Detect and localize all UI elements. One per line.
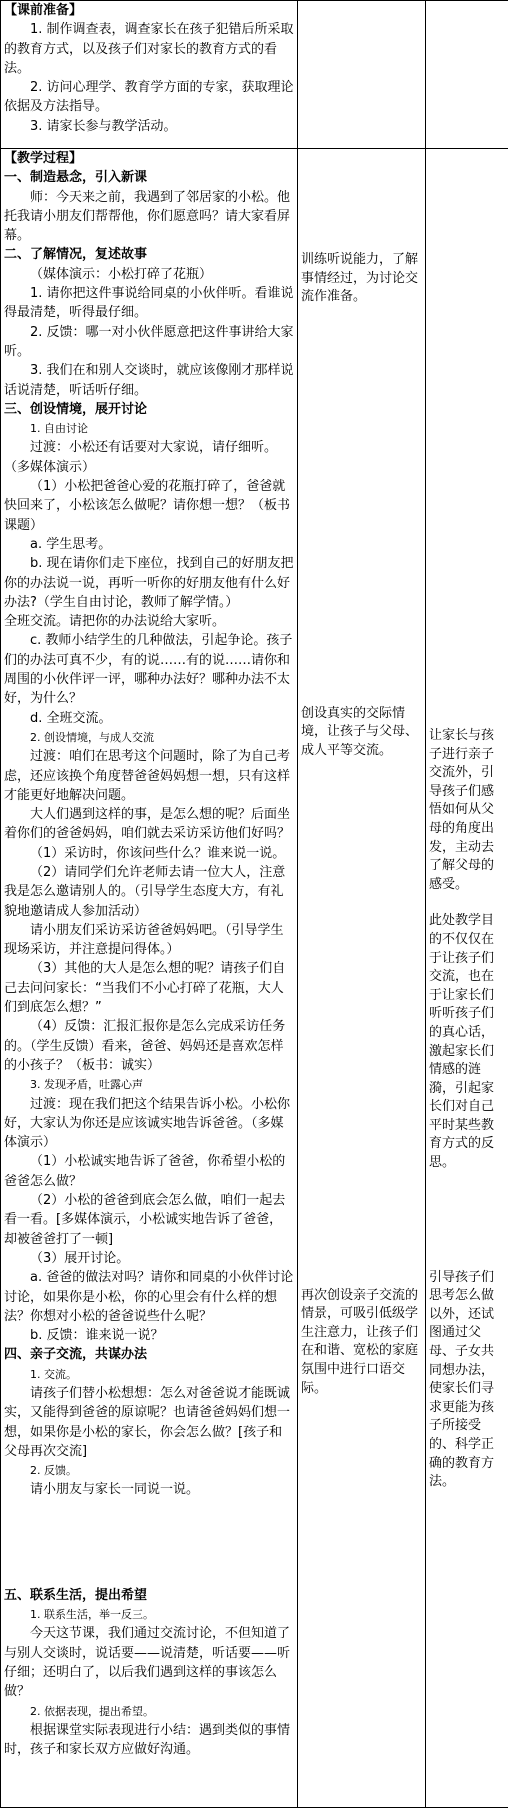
design-note: 再次创设亲子交流的情景，可吸引低级学生注意力，让孩子们在和谐、宽松的家庭氛围中进行口语交际。	[298, 1287, 425, 1399]
section-line: 1. 自由讨论	[4, 419, 294, 438]
section-line: a. 学生思考。	[4, 535, 294, 554]
design-note: 训练听说能力，了解事情经过，为讨论交流作准备。	[298, 251, 425, 307]
prep-remark-cell	[426, 1, 508, 149]
section-line: 过渡：小松还有话要对大家说，请仔细听。（多媒体演示）	[4, 438, 294, 477]
section-title: 一、制造悬念，引入新课	[4, 168, 294, 187]
section-line: 3. 发现矛盾，吐露心声	[4, 1075, 294, 1094]
section-line: 今天这节课，我们通过交流讨论，不但知道了与别人交谈时，说话要——说清楚，听话要——听仔细；还明白了，以后我们遇到这样的事该怎么做？	[4, 1624, 294, 1701]
section-line: 请小朋友与家长一同说一说。	[4, 1480, 294, 1499]
remark-cell	[426, 149, 508, 1808]
prep-row	[1, 1, 508, 149]
section-line: 2. 创设情境，与成人交流	[4, 728, 294, 747]
prep-line: 3. 请家长参与教学活动。	[4, 117, 294, 136]
section-line: （4）反馈：汇报汇报你是怎么完成采访任务的。（学生反馈）看来，爸爸、妈妈还是喜欢怎样的小孩子？（板书：诚实）	[4, 1017, 294, 1075]
remark-note: 引导孩子们思考怎么做以外，还试图通过父母、子女共同想办法，使家长们寻求更能为孩子所接受的、科学正确的教育方法。	[426, 1269, 508, 1492]
design-note: 创设真实的交际情境，让孩子与父母、成人平等交流。	[298, 705, 425, 761]
prep-line: 2. 访问心理学、教育学方面的专家，获取理论依据及方法指导。	[4, 78, 294, 117]
section-line: 根据课堂实际表现进行小结：遇到类似的事情时，孩子和家长双方应做好沟通。	[4, 1721, 294, 1760]
section-line: （媒体演示：小松打碎了花瓶）	[4, 265, 294, 284]
section-line: （2）小松的爸爸到底会怎么做，咱们一起去看一看。[多媒体演示，小松诚实地告诉了爸爸，却被爸爸打了一顿]	[4, 1191, 294, 1249]
section-line: 请孩子们替小松想想：怎么对爸爸说才能既诚实，又能得到爸爸的原谅呢？也请爸爸妈妈们想一想，如果你是小松的家长，你会怎么做？[孩子和父母再次交流]	[4, 1384, 294, 1461]
section-line: c. 教师小结学生的几种做法，引起争论。孩子们的办法可真不少，有的说……有的说……请你和周围的小伙伴评一评，哪种办法好？哪种办法不太好，为什么？	[4, 631, 294, 708]
section-line: 1. 交流。	[4, 1365, 294, 1384]
section-line: 2. 依据表现，提出希望。	[4, 1702, 294, 1721]
section-line: （3）其他的大人是怎么想的呢？请孩子们自己去问问家长：“当我们不小心打碎了花瓶，大人们到底怎么想？”	[4, 959, 294, 1017]
section-title: 五、联系生活，提出希望	[4, 1586, 294, 1605]
section-line: d. 全班交流。	[4, 709, 294, 728]
section-line: （3）展开讨论。	[4, 1249, 294, 1268]
prep-title: 【课前准备】	[4, 1, 294, 20]
section-line: （2）请同学们允许老师去请一位大人，注意我是怎么邀请别人的。（引导学生态度大方，有礼貌地邀请成人参加活动）	[4, 863, 294, 921]
section-title: 三、创设情境，展开讨论	[4, 400, 294, 419]
section-line: 大人们遇到这样的事，是怎么想的呢？后面坐着你们的爸爸妈妈，咱们就去采访采访他们好吗？	[4, 805, 294, 844]
section-line: 1. 联系生活，举一反三。	[4, 1605, 294, 1624]
prep-cell	[1, 1, 298, 149]
section-line: b. 反馈：谁来说一说？	[4, 1326, 294, 1345]
section-line: 过渡：现在我们把这个结果告诉小松。小松你好，大家认为你还是应该诚实地告诉爸爸。（多媒体演示）	[4, 1095, 294, 1153]
process-row	[1, 149, 508, 1808]
section-line: 2. 反馈。	[4, 1461, 294, 1480]
section-title: 二、了解情况，复述故事	[4, 245, 294, 264]
section-line: （1）小松把爸爸心爱的花瓶打碎了，爸爸就快回来了，小松该怎么做呢？请你想一想？（板书课题）	[4, 477, 294, 535]
section-line: 2. 反馈：哪一对小伙伴愿意把这件事讲给大家听。	[4, 323, 294, 362]
section-line: 1. 请你把这件事说给同桌的小伙伴听。看谁说得最清楚，听得最仔细。	[4, 284, 294, 323]
section-line: （1）小松诚实地告诉了爸爸，你希望小松的爸爸怎么做？	[4, 1152, 294, 1191]
section-line: 全班交流。请把你的办法说给大家听。	[4, 612, 294, 631]
remark-note: 让家长与孩子进行亲子交流外，引导孩子们感悟如何从父母的角度出发，主动去了解父母的感受。	[426, 727, 508, 894]
remark-note: 此处教学目的不仅仅在于让孩子们交流，也在于让家长们听听孩子们的真心话，激起家长们情感的涟漪，引起家长们对自己平时某些教育方式的反思。	[426, 912, 508, 1172]
section-title: 四、亲子交流，共谋办法	[4, 1345, 294, 1364]
section-line: 3. 我们在和别人交谈时，就应该像刚才那样说话说清楚，听话听仔细。	[4, 361, 294, 400]
section-line: 过渡：咱们在思考这个问题时，除了为自己考虑，还应该换个角度替爸爸妈妈想一想，只有这样才能更好地解决问题。	[4, 747, 294, 805]
prep-line: 1. 制作调查表，调查家长在孩子犯错后所采取的教育方式，以及孩子们对家长的教育方式的看法。	[4, 20, 294, 78]
section-line: b. 现在请你们走下座位，找到自己的好朋友把你的办法说一说，再听一听你的好朋友他有什么好办法?（学生自由讨论，教师了解学情。）	[4, 554, 294, 612]
process-title: 【教学过程】	[4, 149, 294, 168]
section-line: a. 爸爸的做法对吗？请你和同桌的小伙伴讨论讨论，如果你是小松，你的心里会有什么样的想法？你想对小松的爸爸说些什么呢？	[4, 1268, 294, 1326]
design-intent-cell	[298, 149, 426, 1808]
section-line: 师：今天来之前，我遇到了邻居家的小松。他托我请小朋友们帮帮他，你们愿意吗？请大家看屏幕。	[4, 188, 294, 246]
section-line: （1）采访时，你该问些什么？谁来说一说。	[4, 844, 294, 863]
prep-note-cell	[298, 1, 426, 149]
process-cell	[1, 149, 298, 1808]
section-line: 请小朋友们采访采访爸爸妈妈吧。（引导学生现场采访，并注意提问得体。）	[4, 921, 294, 960]
